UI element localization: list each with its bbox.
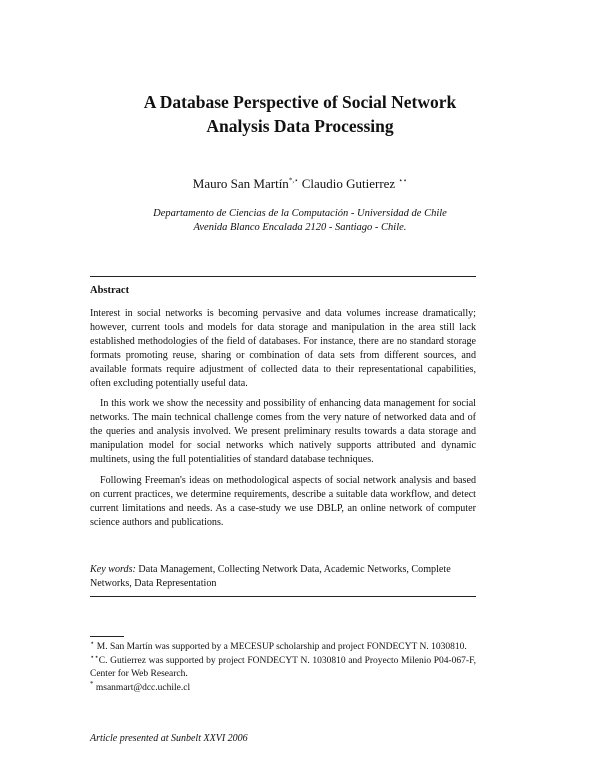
- abstract-body: [90, 307, 476, 537]
- keywords-label: Key words:: [90, 564, 136, 575]
- author-2: Claudio Gutierrez: [301, 176, 396, 191]
- footnote-3: [90, 679, 476, 696]
- footnote-2-text: C. Gutierrez was supported by project FONDECYT N. 1030810 and Proyecto Milenio P04-067-F, Center for Web Research.: [90, 655, 476, 679]
- title-line-1: A Database Perspective of Social Network: [143, 92, 457, 112]
- footnotes: [90, 638, 476, 695]
- abstract-top-rule: [90, 276, 476, 277]
- author-2-marks: ⋆⋆: [398, 176, 408, 185]
- footnote-1-text: M. San Martín was supported by a MECESUP scholarship and project FONDECYT N. 1030810.: [96, 642, 467, 652]
- abstract-paragraph: Interest in social networks is becoming pervasive and data volumes increase dramatically; however, current tools and models for data storage and manipulation in the area still lack established methodologies of the field of databases. For instance, there are no standard storage formats promoting reuse, sharing or combination of data sets from different sources, and available formats require adjustment of collected data to their representational capabilities, often excluding potentially useful data.: [90, 308, 476, 389]
- footnote-3-text: msanmart@dcc.uchile.cl: [95, 682, 191, 693]
- affiliation-line-1: Departamento de Ciencias de la Computación - Universidad de Chile: [153, 208, 447, 219]
- keywords-text: Data Management, Collecting Network Data, Academic Networks, Complete Networks, Data Representation: [90, 564, 451, 589]
- author-list: [60, 176, 540, 192]
- title-line-2: Analysis Data Processing: [206, 116, 394, 136]
- author-1: Mauro San Martín: [192, 176, 289, 191]
- affiliation: [60, 207, 540, 235]
- affiliation-line-2: Avenida Blanco Encalada 2120 - Santiago - Chile.: [193, 222, 407, 233]
- keywords: [90, 563, 476, 591]
- footnote-1: [90, 638, 476, 655]
- abstract-paragraph: Following Freeman's ideas on methodological aspects of social network analysis and based on current practices, we determine requirements, describe a suitable data workflow, and detect current limitations and needs. As a case-study we use DBLP, an online network of computer science authors and publications.: [90, 474, 476, 528]
- footnote-rule: [90, 636, 124, 637]
- footnote-2-mark: ⋆⋆: [90, 652, 99, 661]
- abstract-paragraph: In this work we show the necessity and possibility of enhancing data management for social networks. The main technical challenge comes from the very nature of networked data and of the queries and analysis involved. We present preliminary results towards a data storage and manipulation model for social networks which natively supports attributed and dynamic multinets, using the full potentialities of standard database techniques.: [90, 398, 476, 466]
- abstract-heading: Abstract: [90, 285, 130, 296]
- footnote-3-mark: *: [90, 679, 94, 688]
- article-note: Article presented at Sunbelt XXVI 2006: [90, 733, 248, 744]
- author-1-marks: *,⋆: [288, 176, 299, 185]
- abstract-bottom-rule: [90, 596, 476, 597]
- paper-title: [60, 90, 540, 138]
- footnote-2: [90, 652, 476, 682]
- footnote-1-mark: ⋆: [90, 638, 95, 647]
